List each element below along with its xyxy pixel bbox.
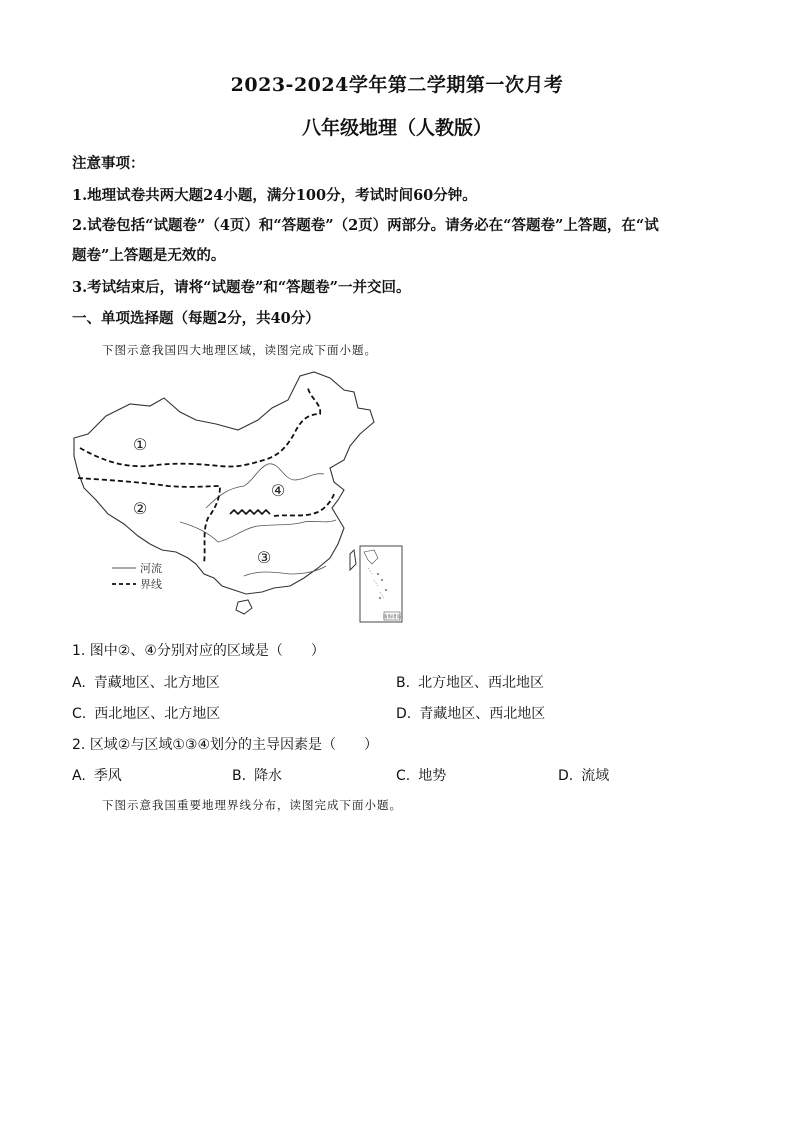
q1-option-d[interactable]	[396, 703, 545, 723]
hainan-island	[236, 600, 252, 614]
q1-option-a[interactable]	[72, 672, 220, 692]
svg-text:②: ②	[132, 499, 148, 518]
question-2-stem: 2. 区域②与区域①③④划分的主导因素是（ ）	[72, 737, 379, 753]
region-label-1	[133, 435, 147, 454]
q2-option-b-label: B.	[232, 768, 247, 784]
q2-option-a[interactable]	[72, 765, 122, 785]
q1-option-c-label: C.	[72, 706, 87, 722]
question-1-stem: 1. 图中②、④分别对应的区域是（ ）	[72, 643, 325, 659]
q2-option-c[interactable]	[396, 765, 446, 785]
yangtze-river	[180, 520, 336, 542]
q2-option-c-text: 地势	[418, 768, 447, 784]
q1-option-d-label: D.	[396, 706, 412, 722]
q1-option-c-text: 西北地区、北方地区	[94, 706, 221, 722]
q1-option-b-text: 北方地区、西北地区	[418, 675, 545, 691]
region-label-3	[257, 548, 271, 567]
svg-text:③: ③	[256, 548, 272, 567]
svg-text:①: ①	[132, 435, 148, 454]
exam-subtitle: 八年级地理（人教版）	[301, 117, 492, 139]
q2-option-c-label: C.	[396, 768, 411, 784]
china-outline	[74, 372, 374, 594]
q2-option-b[interactable]	[232, 765, 282, 785]
q1-option-a-label: A.	[72, 675, 86, 691]
inset-label: 南海诸岛	[383, 615, 401, 620]
boundary-northwest	[80, 388, 320, 467]
note-item-2-continued: 题卷”上答题是无效的。	[72, 247, 226, 264]
q1-option-c[interactable]	[72, 703, 220, 723]
note-item-1: 1.地理试卷共两大题24小题，满分100分，考试时间60分钟。	[72, 187, 477, 204]
south-sea-inset	[360, 546, 402, 622]
q2-option-d[interactable]	[558, 765, 609, 785]
svg-text:④: ④	[270, 481, 286, 500]
boundary-qinghai-tibet	[78, 478, 220, 564]
q2-option-d-text: 流域	[581, 768, 610, 784]
note-item-2: 2.试卷包括“试题卷”（4页）和“答题卷”（2页）两部分。请务必在“答题卷”上答题，在“试	[72, 217, 659, 234]
question-intro-1: 下图示意我国四大地理区域，读图完成下面小题。	[102, 343, 377, 357]
question-intro-2: 下图示意我国重要地理界线分布，读图完成下面小题。	[102, 798, 402, 812]
region-label-2	[133, 499, 147, 518]
q2-option-a-text: 季风	[93, 768, 122, 784]
yellow-river	[206, 464, 324, 508]
map-legend	[112, 561, 162, 591]
south-river	[244, 566, 326, 576]
region-label-4	[271, 481, 285, 500]
taiwan-island	[350, 550, 356, 570]
china-regions-map	[68, 368, 408, 626]
notes-heading: 注意事项：	[72, 155, 145, 172]
legend-river-label: 河流	[140, 562, 162, 575]
legend-boundary-label: 界线	[140, 578, 162, 591]
q2-option-b-text: 降水	[254, 768, 283, 784]
q1-option-b[interactable]	[396, 672, 544, 692]
boundary-qinling	[230, 510, 270, 514]
q2-option-a-label: A.	[72, 768, 86, 784]
q1-option-b-label: B.	[396, 675, 411, 691]
note-item-3: 3.考试结束后，请将“试题卷”和“答题卷”一并交回。	[72, 279, 411, 296]
section-title: 一、单项选择题（每题2分，共40分）	[72, 310, 320, 327]
q1-option-d-text: 青藏地区、西北地区	[419, 706, 546, 722]
exam-title: 2023-2024学年第二学期第一次月考	[230, 74, 564, 96]
q2-option-d-label: D.	[558, 768, 574, 784]
q1-option-a-text: 青藏地区、北方地区	[93, 675, 220, 691]
